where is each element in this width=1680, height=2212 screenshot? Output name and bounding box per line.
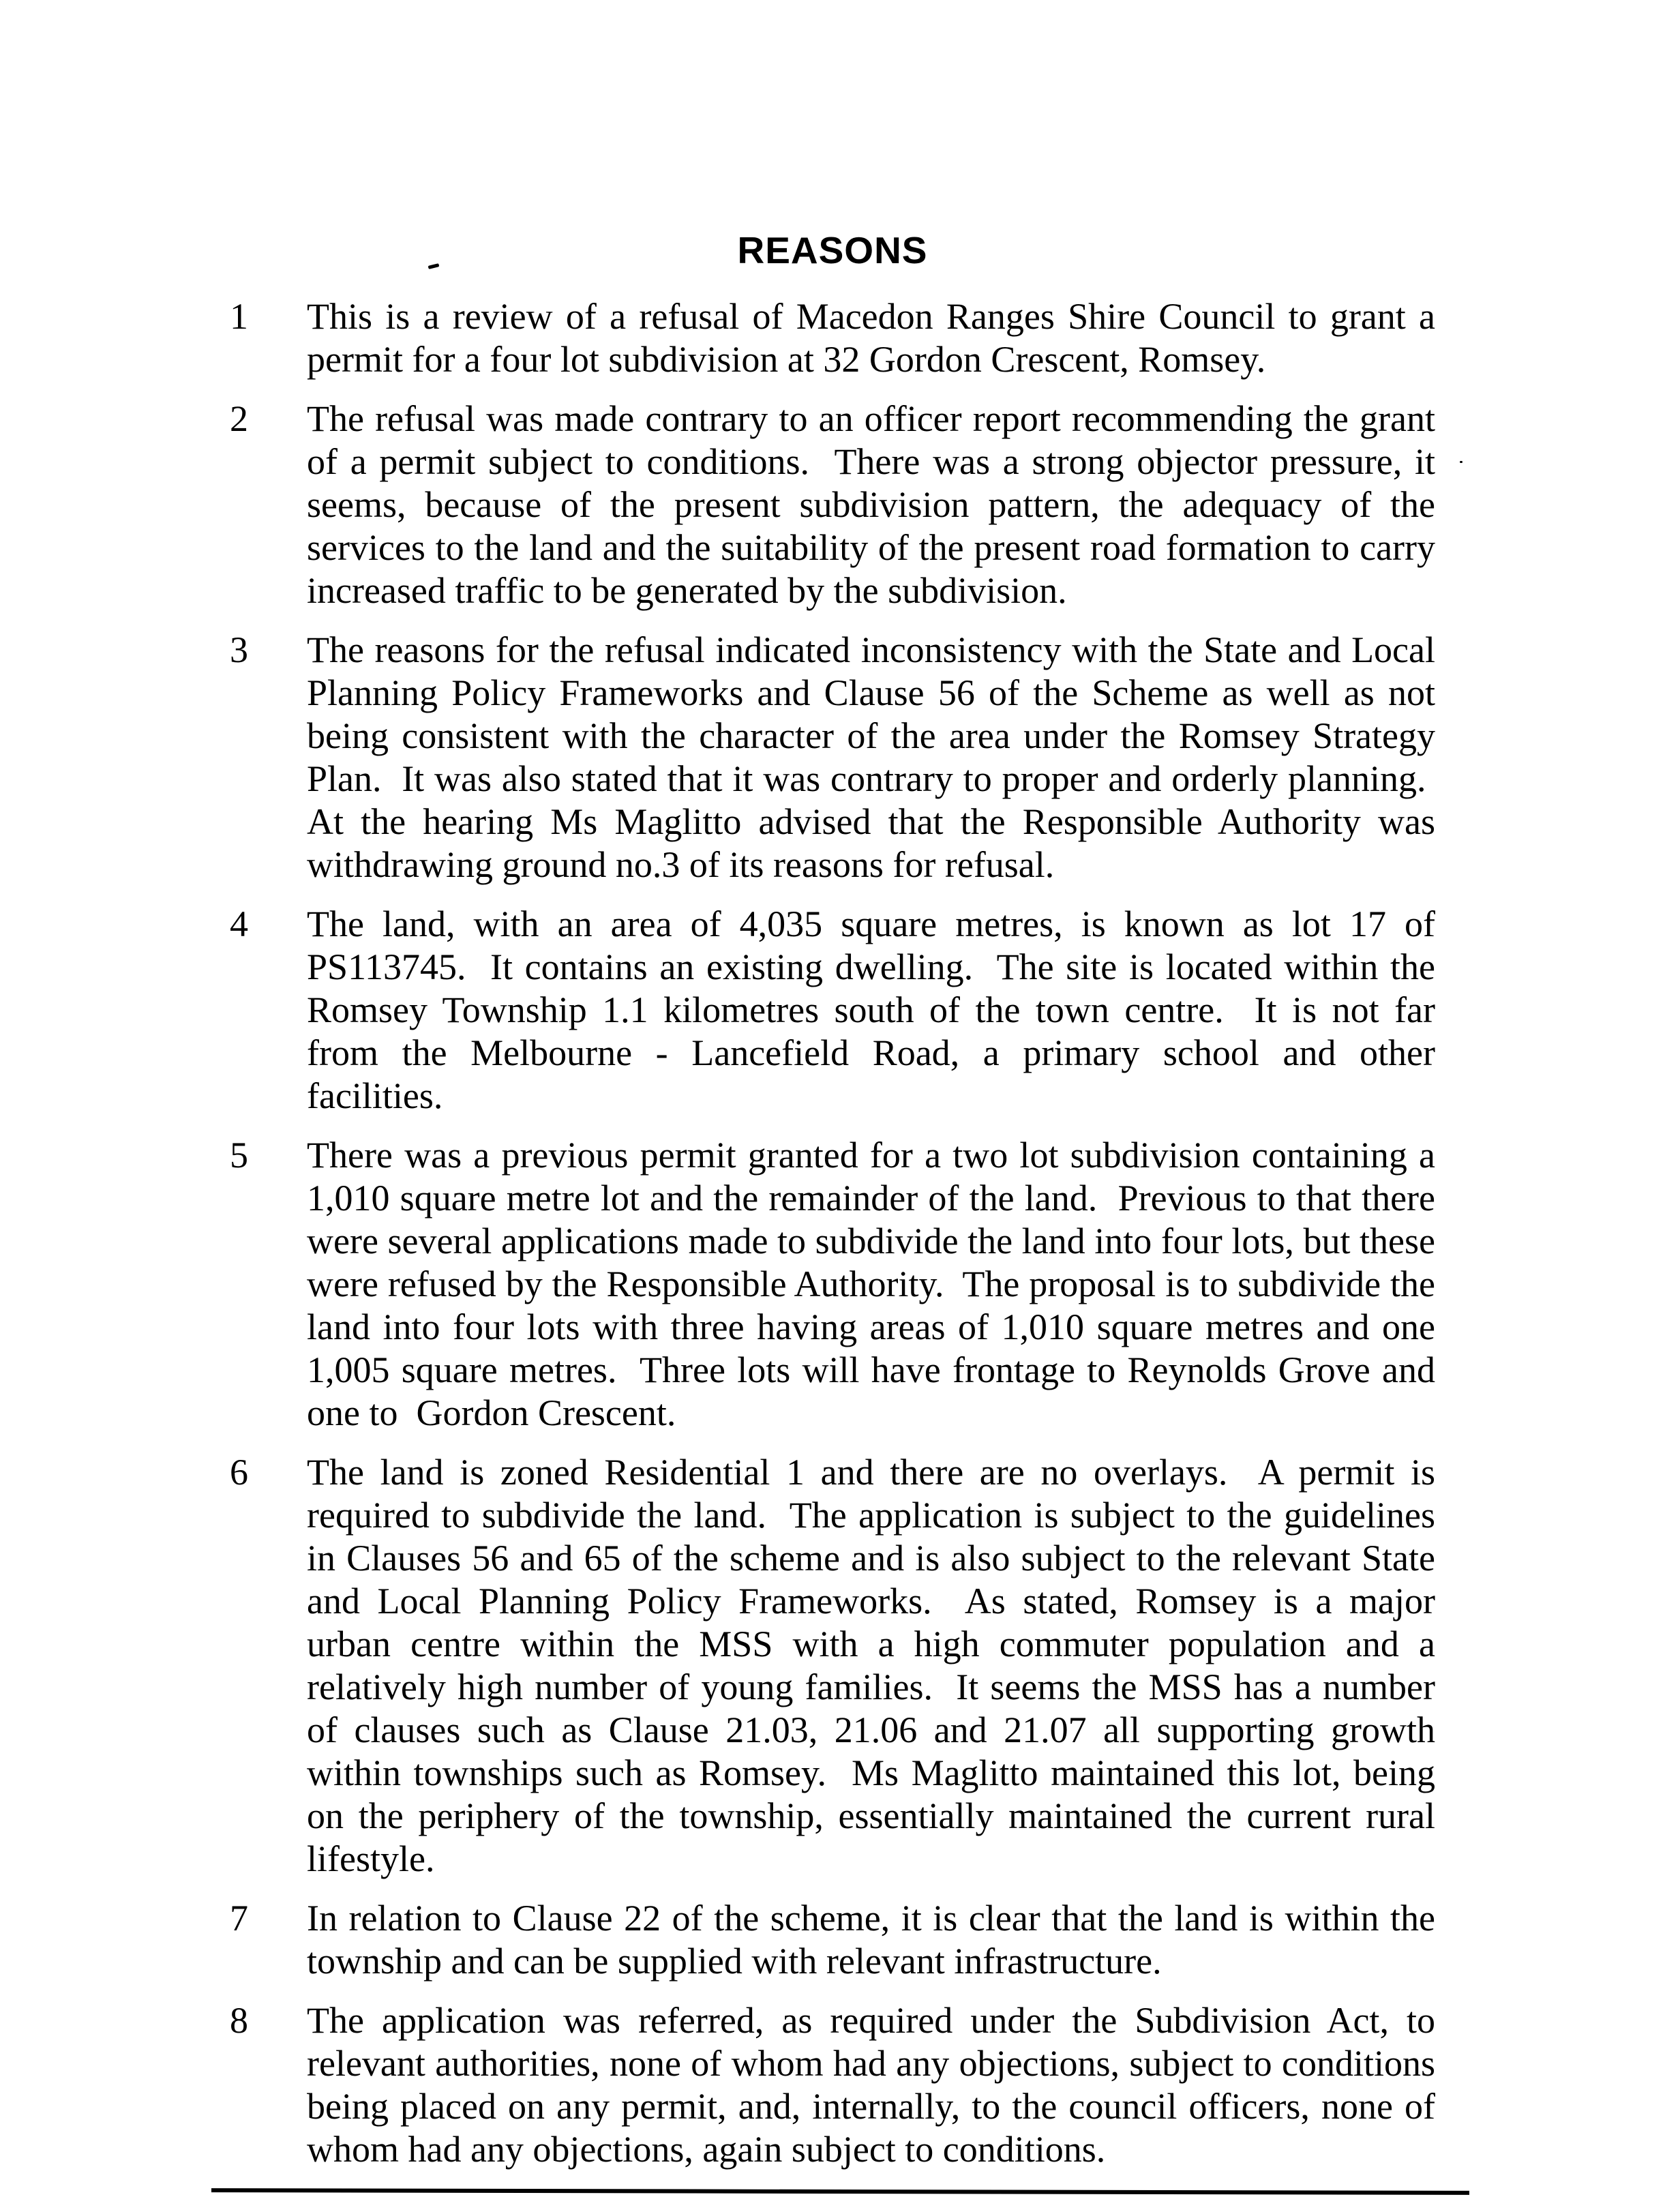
paragraph-number: 1 [230, 296, 248, 337]
paragraph [230, 1134, 1435, 1435]
paragraph-number: 8 [230, 2000, 248, 2041]
paragraph-text: The refusal was made contrary to an officer report recommending the grant of a permit subject to conditions. There was a strong objector pressure, it seems, because of the present subdivision pattern, the adequacy of the services to the land and the suitability of the present road formation to carry increased traffic to be generated by the subdivision. [307, 398, 1435, 611]
paragraph-text: There was a previous permit granted for a two lot subdivision containing a 1,010 square metre lot and the remainder of the land. Previous to that there were several applications made to subdivide the land into four lots, but these were refused by the Responsible Authority. The proposal is to subdivide the land into four lots with three having areas of 1,010 square metres and one 1,005 square metres. Three lots will have frontage to Reynolds Grove and one to Gordon Crescent. [307, 1135, 1435, 1433]
document-body [230, 229, 1435, 2187]
paragraph [230, 1451, 1435, 1881]
paragraph-number: 5 [230, 1135, 248, 1176]
paragraph [230, 398, 1435, 612]
paragraph [230, 1897, 1435, 1983]
paragraph-number: 6 [230, 1452, 248, 1493]
paragraph [230, 629, 1435, 886]
page-title: REASONS [737, 229, 928, 271]
paragraph-text: The land is zoned Residential 1 and there are no overlays. A permit is required to subdivide the land. The application is subject to the guidelines in Clauses 56 and 65 of the scheme and is also subject to the relevant State and Local Planning Policy Frameworks. As stated, Romsey is a major urban centre within the MSS with a high commuter population and a relatively high number of young families. It seems the MSS has a number of clauses such as Clause 21.03, 21.06 and 21.07 all supporting growth within townships such as Romsey. Ms Maglitto maintained this lot, being on the periphery of the township, essentially maintained the current rural lifestyle. [307, 1452, 1435, 1879]
paragraph-text: The land, with an area of 4,035 square metres, is known as lot 17 of PS113745. It contains an existing dwelling. The site is located within the Romsey Township 1.1 kilometres south of the town centre. It is not far from the Melbourne - Lancefield Road, a primary school and other facilities. [307, 903, 1435, 1116]
paragraph-text: In relation to Clause 22 of the scheme, it is clear that the land is within the township and can be supplied with relevant infrastructure. [307, 1898, 1435, 1982]
paragraph-text: The reasons for the refusal indicated inconsistency with the State and Local Planning Policy Frameworks and Clause 56 of the Scheme as well as not being consistent with the character of the area under the Romsey Strategy Plan. It was also stated that it was contrary to proper and orderly planning. At the hearing Ms Maglitto advised that the Responsible Authority was withdrawing ground no.3 of its reasons for refusal. [307, 629, 1435, 885]
paragraph-number: 3 [230, 629, 248, 670]
scan-artifact [1460, 461, 1462, 463]
paragraph-number: 4 [230, 903, 248, 944]
paragraph-text: The application was referred, as required under the Subdivision Act, to relevant authorities, none of whom had any objections, subject to conditions being placed on any permit, and, internally, to the council officers, none of whom had any objections, again subject to conditions. [307, 2000, 1435, 2170]
paragraph [230, 295, 1435, 381]
paragraph-number: 7 [230, 1898, 248, 1939]
footer-rule [211, 2188, 1469, 2195]
paragraph-number: 2 [230, 398, 248, 439]
paragraph [230, 903, 1435, 1118]
paragraph-list [230, 295, 1435, 2171]
paragraph-text: This is a review of a refusal of Macedon Ranges Shire Council to grant a permit for a four lot subdivision at 32 Gordon Crescent, Romsey. [307, 296, 1435, 380]
paragraph [230, 1999, 1435, 2171]
